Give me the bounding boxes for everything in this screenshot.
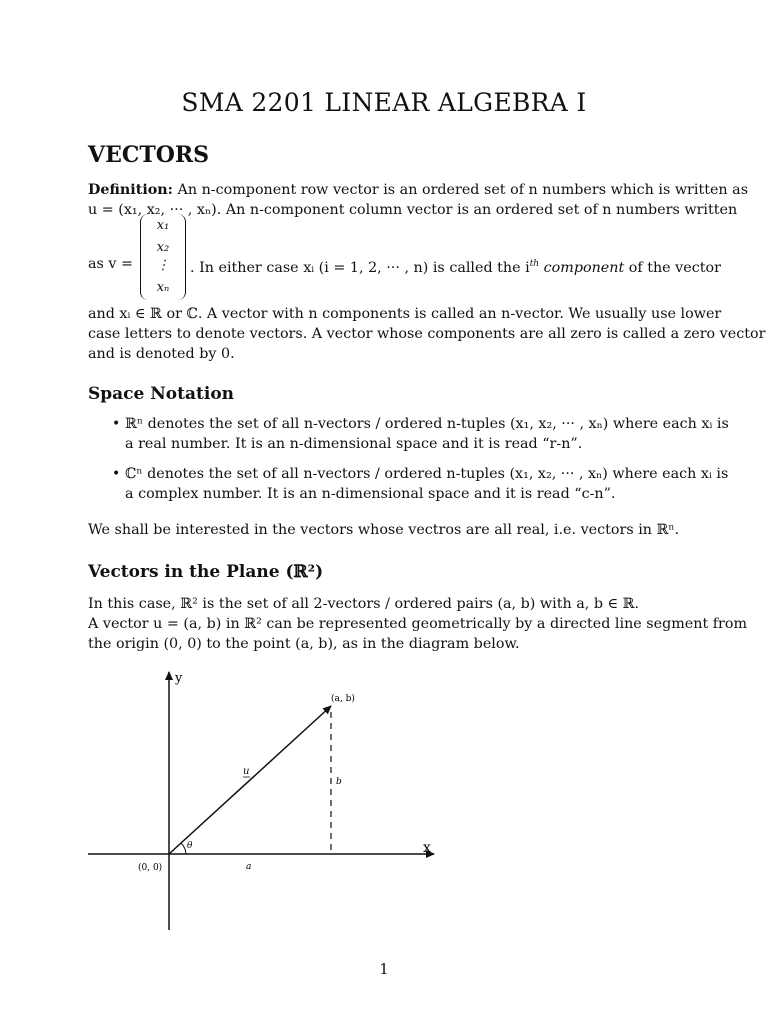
angle-label: θ [187, 841, 193, 851]
plane-line-2: A vector u = (a, b) in ℝ² can be represented geometrically by a directed line segment from [88, 616, 748, 632]
column-entry: xₙ [156, 280, 170, 295]
document-title: SMA 2201 LINEAR ALGEBRA I [181, 88, 587, 117]
angle-arc [181, 843, 186, 854]
component-text: . In either case xᵢ (i = 1, 2, ··· , n) is called the i [190, 259, 530, 276]
bullet-2-line-1: ℂⁿ denotes the set of all n-vectors / ordered n-tuples (x₁, x₂, ··· , xₙ) where each xᵢ is [125, 466, 729, 482]
y-axis-label: y [175, 671, 183, 686]
section-heading-space-notation: Space Notation [88, 384, 235, 404]
bullet-1-line-2: a real number. It is an n-dimensional space and it is read “r-n”. [125, 436, 583, 452]
component-word: component [543, 259, 625, 276]
plane-line-3: the origin (0, 0) to the point (a, b), as in the diagram below. [88, 636, 520, 652]
definition-line-5: case letters to denote vectors. A vector whose components are all zero is called a zero vector [88, 326, 766, 342]
b-label: b [336, 777, 342, 787]
vector-label: u [243, 766, 250, 777]
space-notation-summary: We shall be interested in the vectors whose vectros are all real, i.e. vectors in ℝⁿ. [88, 522, 680, 538]
section-heading-plane: Vectors in the Plane (ℝ²) [88, 562, 324, 582]
component-sup: th [529, 259, 540, 269]
origin-label: (0, 0) [138, 863, 163, 873]
section-heading-vectors: VECTORS [88, 142, 210, 168]
page-number: 1 [379, 960, 389, 978]
definition-as-v: as v = [88, 256, 134, 272]
column-entry: ⋮ [156, 258, 170, 273]
component-end: of the vector [628, 259, 721, 276]
definition-line-2: u = (x₁, x₂, ··· , xₙ). An n-component column vector is an ordered set of n numbers written [88, 202, 738, 218]
bullet-1-line-1: ℝⁿ denotes the set of all n-vectors / ordered n-tuples (x₁, x₂, ··· , xₙ) where each xᵢ is [125, 416, 729, 432]
bullet-2-line-2: a complex number. It is an n-dimensional space and it is read “c-n”. [125, 486, 616, 502]
definition-line-6: and is denoted by 0. [88, 346, 235, 362]
bullet-dot: • [112, 466, 121, 482]
x-axis-label: x [423, 840, 431, 856]
point-label: (a, b) [331, 694, 355, 704]
a-label: a [246, 862, 252, 872]
plane-line-1: In this case, ℝ² is the set of all 2-vectors / ordered pairs (a, b) with a, b ∈ ℝ. [88, 596, 640, 612]
vector-u-arrow [169, 706, 331, 854]
definition-label: Definition: [88, 182, 173, 198]
bullet-dot: • [112, 416, 121, 432]
column-entry: x₁ [156, 218, 170, 233]
definition-text-1: An n-component row vector is an ordered set of n numbers which is written as [177, 182, 749, 198]
definition-line-4: and xᵢ ∈ ℝ or ℂ. A vector with n components is called an n-vector. We usually use lower [88, 306, 722, 322]
column-entry: x₂ [156, 240, 170, 255]
